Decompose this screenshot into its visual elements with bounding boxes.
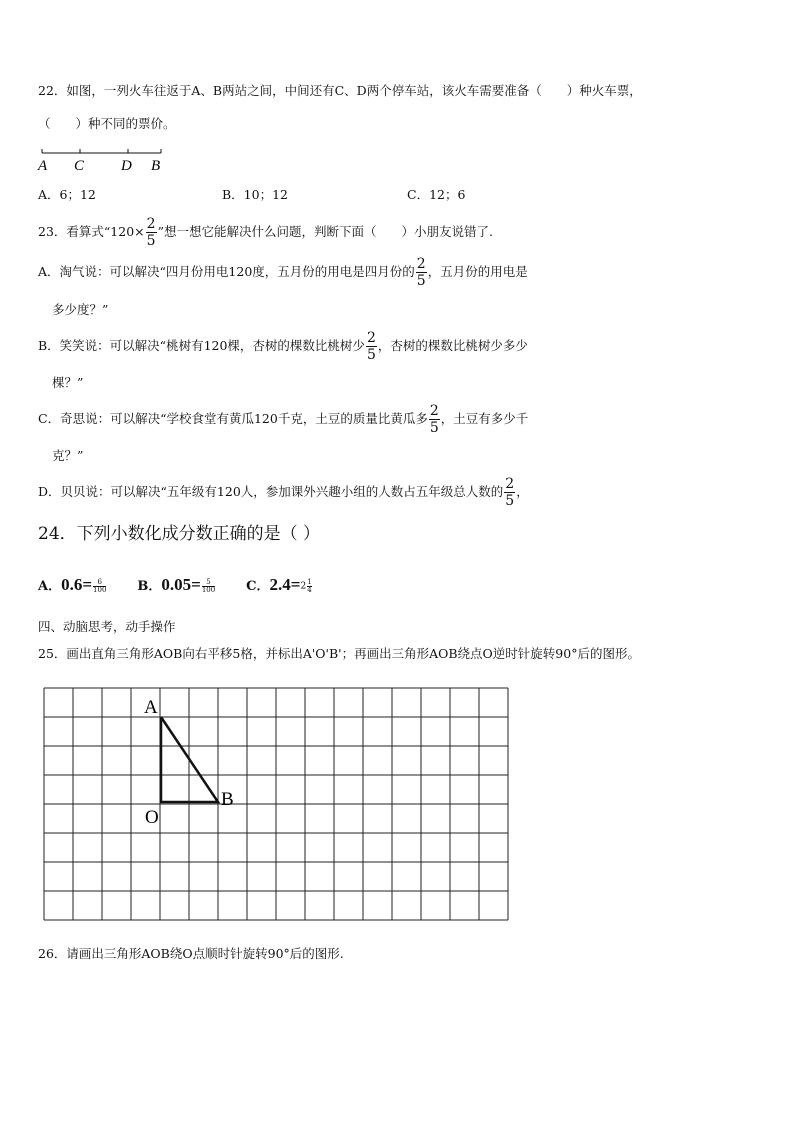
q23-option-c-cont: 克？”	[52, 448, 84, 463]
q22-stem-line1: 22．如图，一列火车往返于A、B两站之间，中间还有C、D两个停车站，该火车需要准备（ ）种火车票，	[38, 83, 642, 98]
q24-option-a-fraction: $\frac{6}{100}$	[93, 578, 107, 594]
q23-stem-pre: 23．看算式“120×	[38, 224, 145, 239]
fraction-two-fifths: $\frac{2}{5}$	[146, 216, 156, 249]
fraction-two-fifths: $\frac{2}{5}$	[429, 403, 439, 436]
q24-option-c-whole: 2	[300, 581, 307, 592]
fraction-two-fifths: $\frac{2}{5}$	[366, 330, 376, 363]
q23-option-c: C．奇思说：可以解决“学校食堂有黄瓜120千克，土豆的质量比黄瓜多 $\frac{2}{5}$ ，土豆有多少千	[38, 403, 529, 436]
q25-grid-figure	[40, 685, 512, 925]
vertex-label-a: A	[144, 697, 158, 718]
q24-option-b-expr: 0.05=	[161, 575, 201, 594]
q25-stem: 25．画出直角三角形AOB向右平移5格，并标出A'O'B'；再画出三角形AOB绕点O逆时针旋转90°后的图形。	[38, 646, 640, 661]
q22-option-c: C．12；6	[407, 187, 466, 202]
q24-option-a-expr: 0.6=	[61, 575, 93, 594]
q24-option-b-label: B．	[137, 579, 162, 594]
fraction-two-fifths: $\frac{2}{5}$	[505, 476, 515, 509]
vertex-label-o: O	[145, 807, 159, 828]
q24-option-a-label: A．	[38, 579, 62, 594]
vertex-label-b: B	[221, 789, 234, 810]
station-label-d: D	[121, 158, 132, 174]
q24-option-c-expr: 2.4=	[269, 575, 301, 594]
q24-option-b-fraction: $\frac{5}{100}$	[201, 578, 216, 594]
q26-stem: 26．请画出三角形AOB绕O点顺时针旋转90°后的图形.	[38, 946, 344, 961]
q23-option-d: D．贝贝说：可以解决“五年级有120人，参加课外兴趣小组的人数占五年级总人数的 $\frac{2}{5}$ ，	[38, 476, 529, 509]
q23-option-a-cont: 多少度？”	[52, 302, 109, 317]
station-label-c: C	[74, 158, 85, 174]
q24-option-c-label: C．	[246, 579, 270, 594]
square-grid	[44, 688, 508, 920]
q22-option-b: B．10；12	[222, 187, 288, 202]
q23-option-a: A．淘气说：可以解决“四月份用电120度，五月份的用电是四月份的 $\frac{2}{5}$ ，五月份的用电是	[38, 256, 528, 289]
q24-options	[38, 572, 313, 600]
q22-option-a: A．6；12	[38, 187, 96, 202]
station-label-b: B	[151, 158, 161, 174]
q23-option-b-cont: 棵？”	[52, 375, 84, 390]
section-title: 四、动脑思考，动手操作	[38, 619, 176, 634]
fraction-two-fifths: $\frac{2}{5}$	[416, 256, 426, 289]
q24-option-c-fraction: $\frac{1}{4}$	[307, 578, 312, 594]
station-label-a: A	[38, 158, 48, 174]
q22-stem-line2: （ ）种不同的票价。	[38, 116, 176, 131]
q24-stem: 24．下列小数化成分数正确的是（ ）	[38, 524, 321, 544]
q23-option-b: B．笑笑说：可以解决“桃树有120棵，杏树的棵数比桃树少 $\frac{2}{5}$ ，杏树的棵数比桃树少多少	[38, 330, 528, 363]
q22-station-line-diagram	[36, 146, 176, 174]
q23-stem	[38, 214, 493, 250]
q23-stem-post: ”想一想它能解决什么问题，判断下面（ ）小朋友说错了.	[157, 224, 493, 239]
